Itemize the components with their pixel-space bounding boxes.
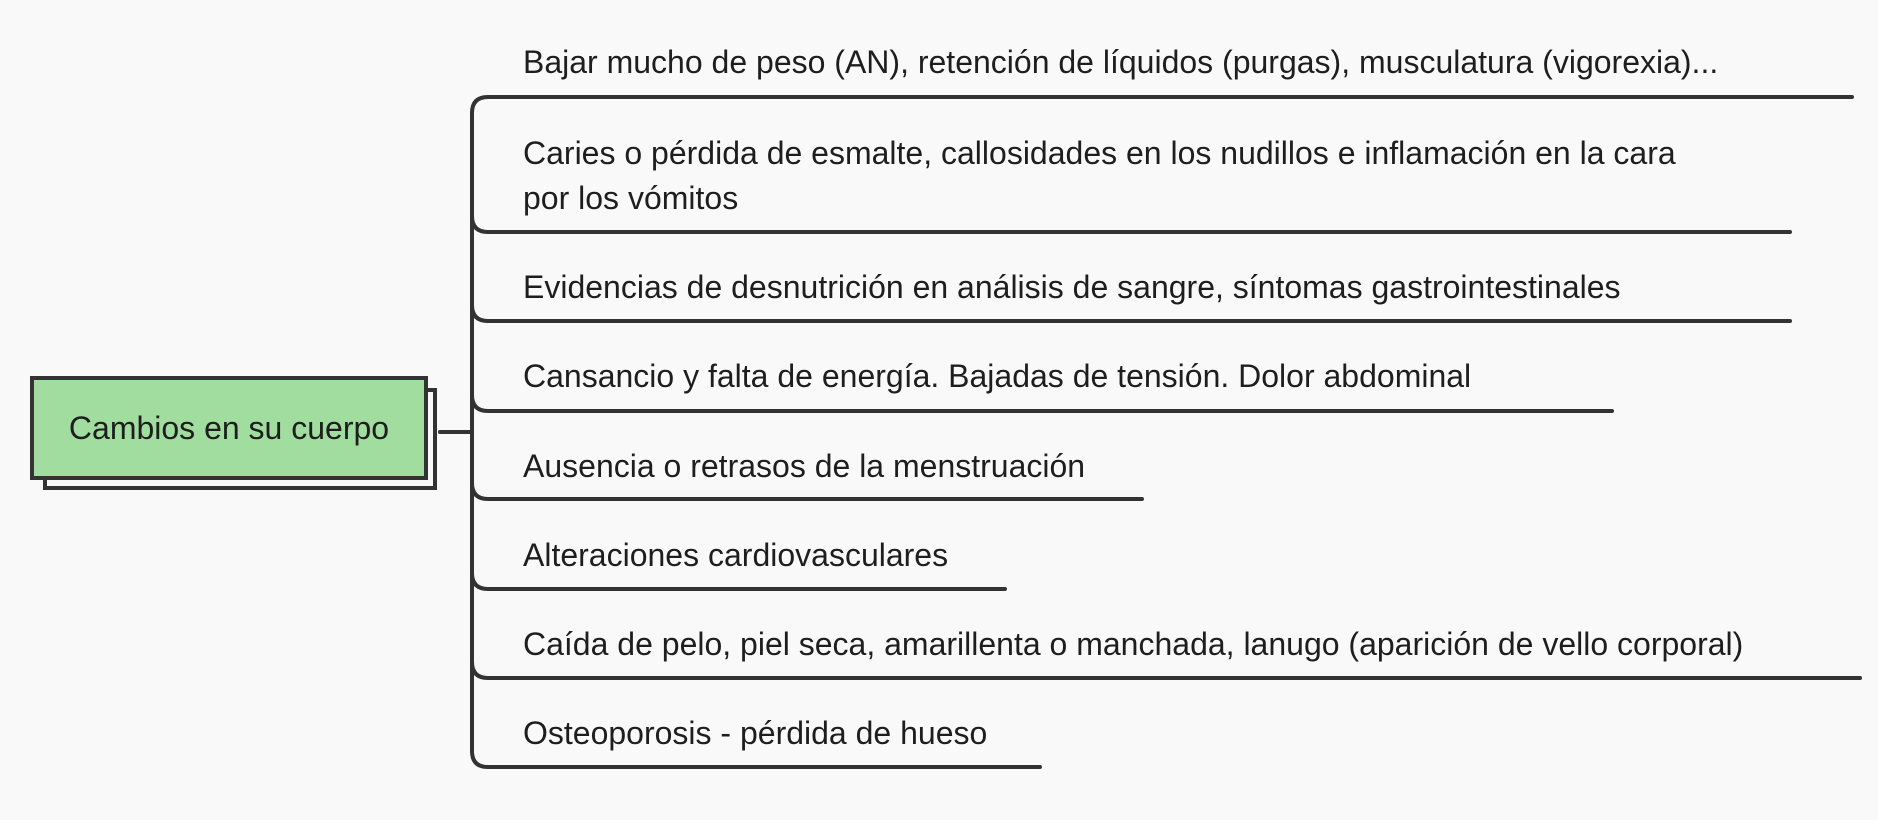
branch-text-line: Evidencias de desnutrición en análisis de sangre, síntomas gastrointestinales: [523, 269, 1621, 305]
branch-text-line: Cansancio y falta de energía. Bajadas de tensión. Dolor abdominal: [523, 358, 1472, 394]
branch-text-line: Osteoporosis - pérdida de hueso: [523, 715, 988, 751]
branch-node-3[interactable]: [523, 265, 1621, 310]
branch-text-line: Ausencia o retrasos de la menstruación: [523, 448, 1086, 484]
branch-node-6[interactable]: [523, 533, 948, 578]
branch-text-line: por los vómitos: [523, 180, 739, 216]
root-node[interactable]: [30, 376, 428, 480]
branch-node-1[interactable]: [523, 40, 1718, 85]
branch-node-5[interactable]: [523, 444, 1085, 489]
branch-node-4[interactable]: [523, 354, 1471, 399]
branch-node-2[interactable]: [523, 131, 1676, 221]
branch-node-8[interactable]: [523, 711, 987, 756]
branch-underline-1: [472, 97, 1852, 113]
branch-node-7[interactable]: [523, 622, 1743, 667]
branch-text-line: Alteraciones cardiovasculares: [523, 537, 949, 573]
branch-text-line: Bajar mucho de peso (AN), retención de líquidos (purgas), musculatura (vigorexia)...: [523, 44, 1719, 80]
root-node-label: Cambios en su cuerpo: [68, 409, 390, 446]
branch-text-line: Caída de pelo, piel seca, amarillenta o manchada, lanugo (aparición de vello corporal): [523, 626, 1744, 662]
branch-text-line: Caries o pérdida de esmalte, callosidades en los nudillos e inflamación en la cara: [523, 135, 1676, 171]
